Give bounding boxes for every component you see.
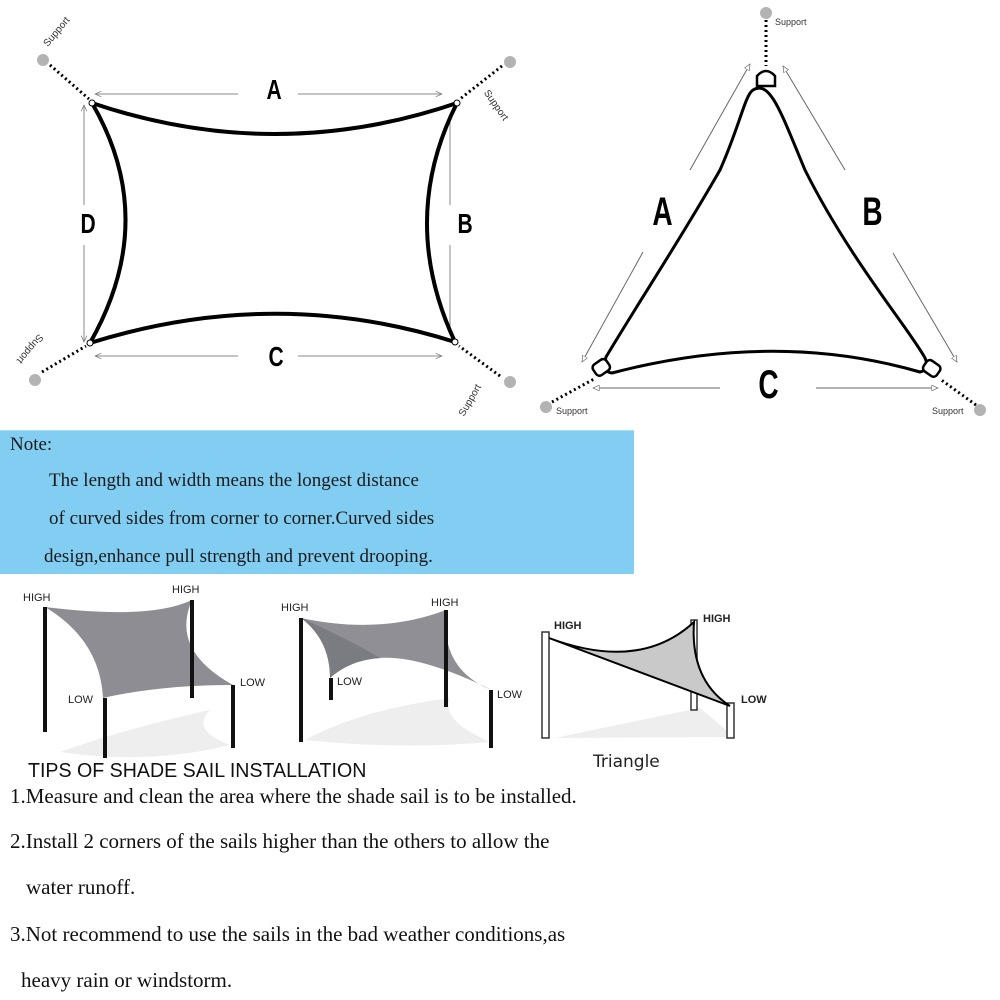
support-label: Support [41,15,73,49]
side-label-a: A [266,74,282,105]
note-line: of curved sides from corner to corner.Curved sides [49,508,435,529]
tip-item: heavy rain or windstorm. [21,968,233,992]
low-label: LOW [68,694,94,706]
note-line: design,enhance pull strength and prevent drooping. [44,546,433,567]
note-title: Note: [10,434,53,455]
tip-item: 1.Measure and clean the area where the shade sail is to be installed. [10,784,577,808]
side-label-c: C [268,341,284,372]
installation-illustrations [0,580,780,760]
support-label: Support [14,331,45,366]
support-point [37,54,49,66]
high-label: HIGH [23,592,51,604]
low-label: LOW [497,689,523,701]
support-point [540,401,552,413]
tips-title: TIPS OF SHADE SAIL INSTALLATION [28,760,367,782]
support-label: Support [932,406,964,416]
low-label: LOW [240,677,266,689]
tip-item: 3.Not recommend to use the sails in the bad weather conditions,as [10,922,566,946]
triangle-caption: Triangle [593,752,660,772]
support-label: Support [480,88,511,124]
support-point [974,404,986,416]
support-label: Support [556,406,588,416]
high-label: HIGH [554,620,582,632]
tip-item: 2.Install 2 corners of the sails higher than the others to allow the [10,829,550,853]
support-label: Support [456,382,485,419]
support-point [504,376,516,388]
high-label: HIGH [431,597,459,609]
support-point [760,7,772,19]
triangle-side-label-a: A [652,190,673,234]
note-line: The length and width means the longest distance [49,470,419,491]
high-label: HIGH [703,613,731,625]
support-point [504,56,516,68]
side-label-d: D [80,208,96,239]
triangle-side-label-c: C [758,363,779,407]
high-label: HIGH [281,602,309,614]
support-label: Support [775,17,807,27]
low-label: LOW [337,676,363,688]
side-label-b: B [457,208,473,239]
support-point [29,374,41,386]
high-label: HIGH [172,584,200,596]
tip-item: water runoff. [26,875,136,899]
triangle-side-label-b: B [862,190,883,234]
low-label: LOW [741,694,767,706]
